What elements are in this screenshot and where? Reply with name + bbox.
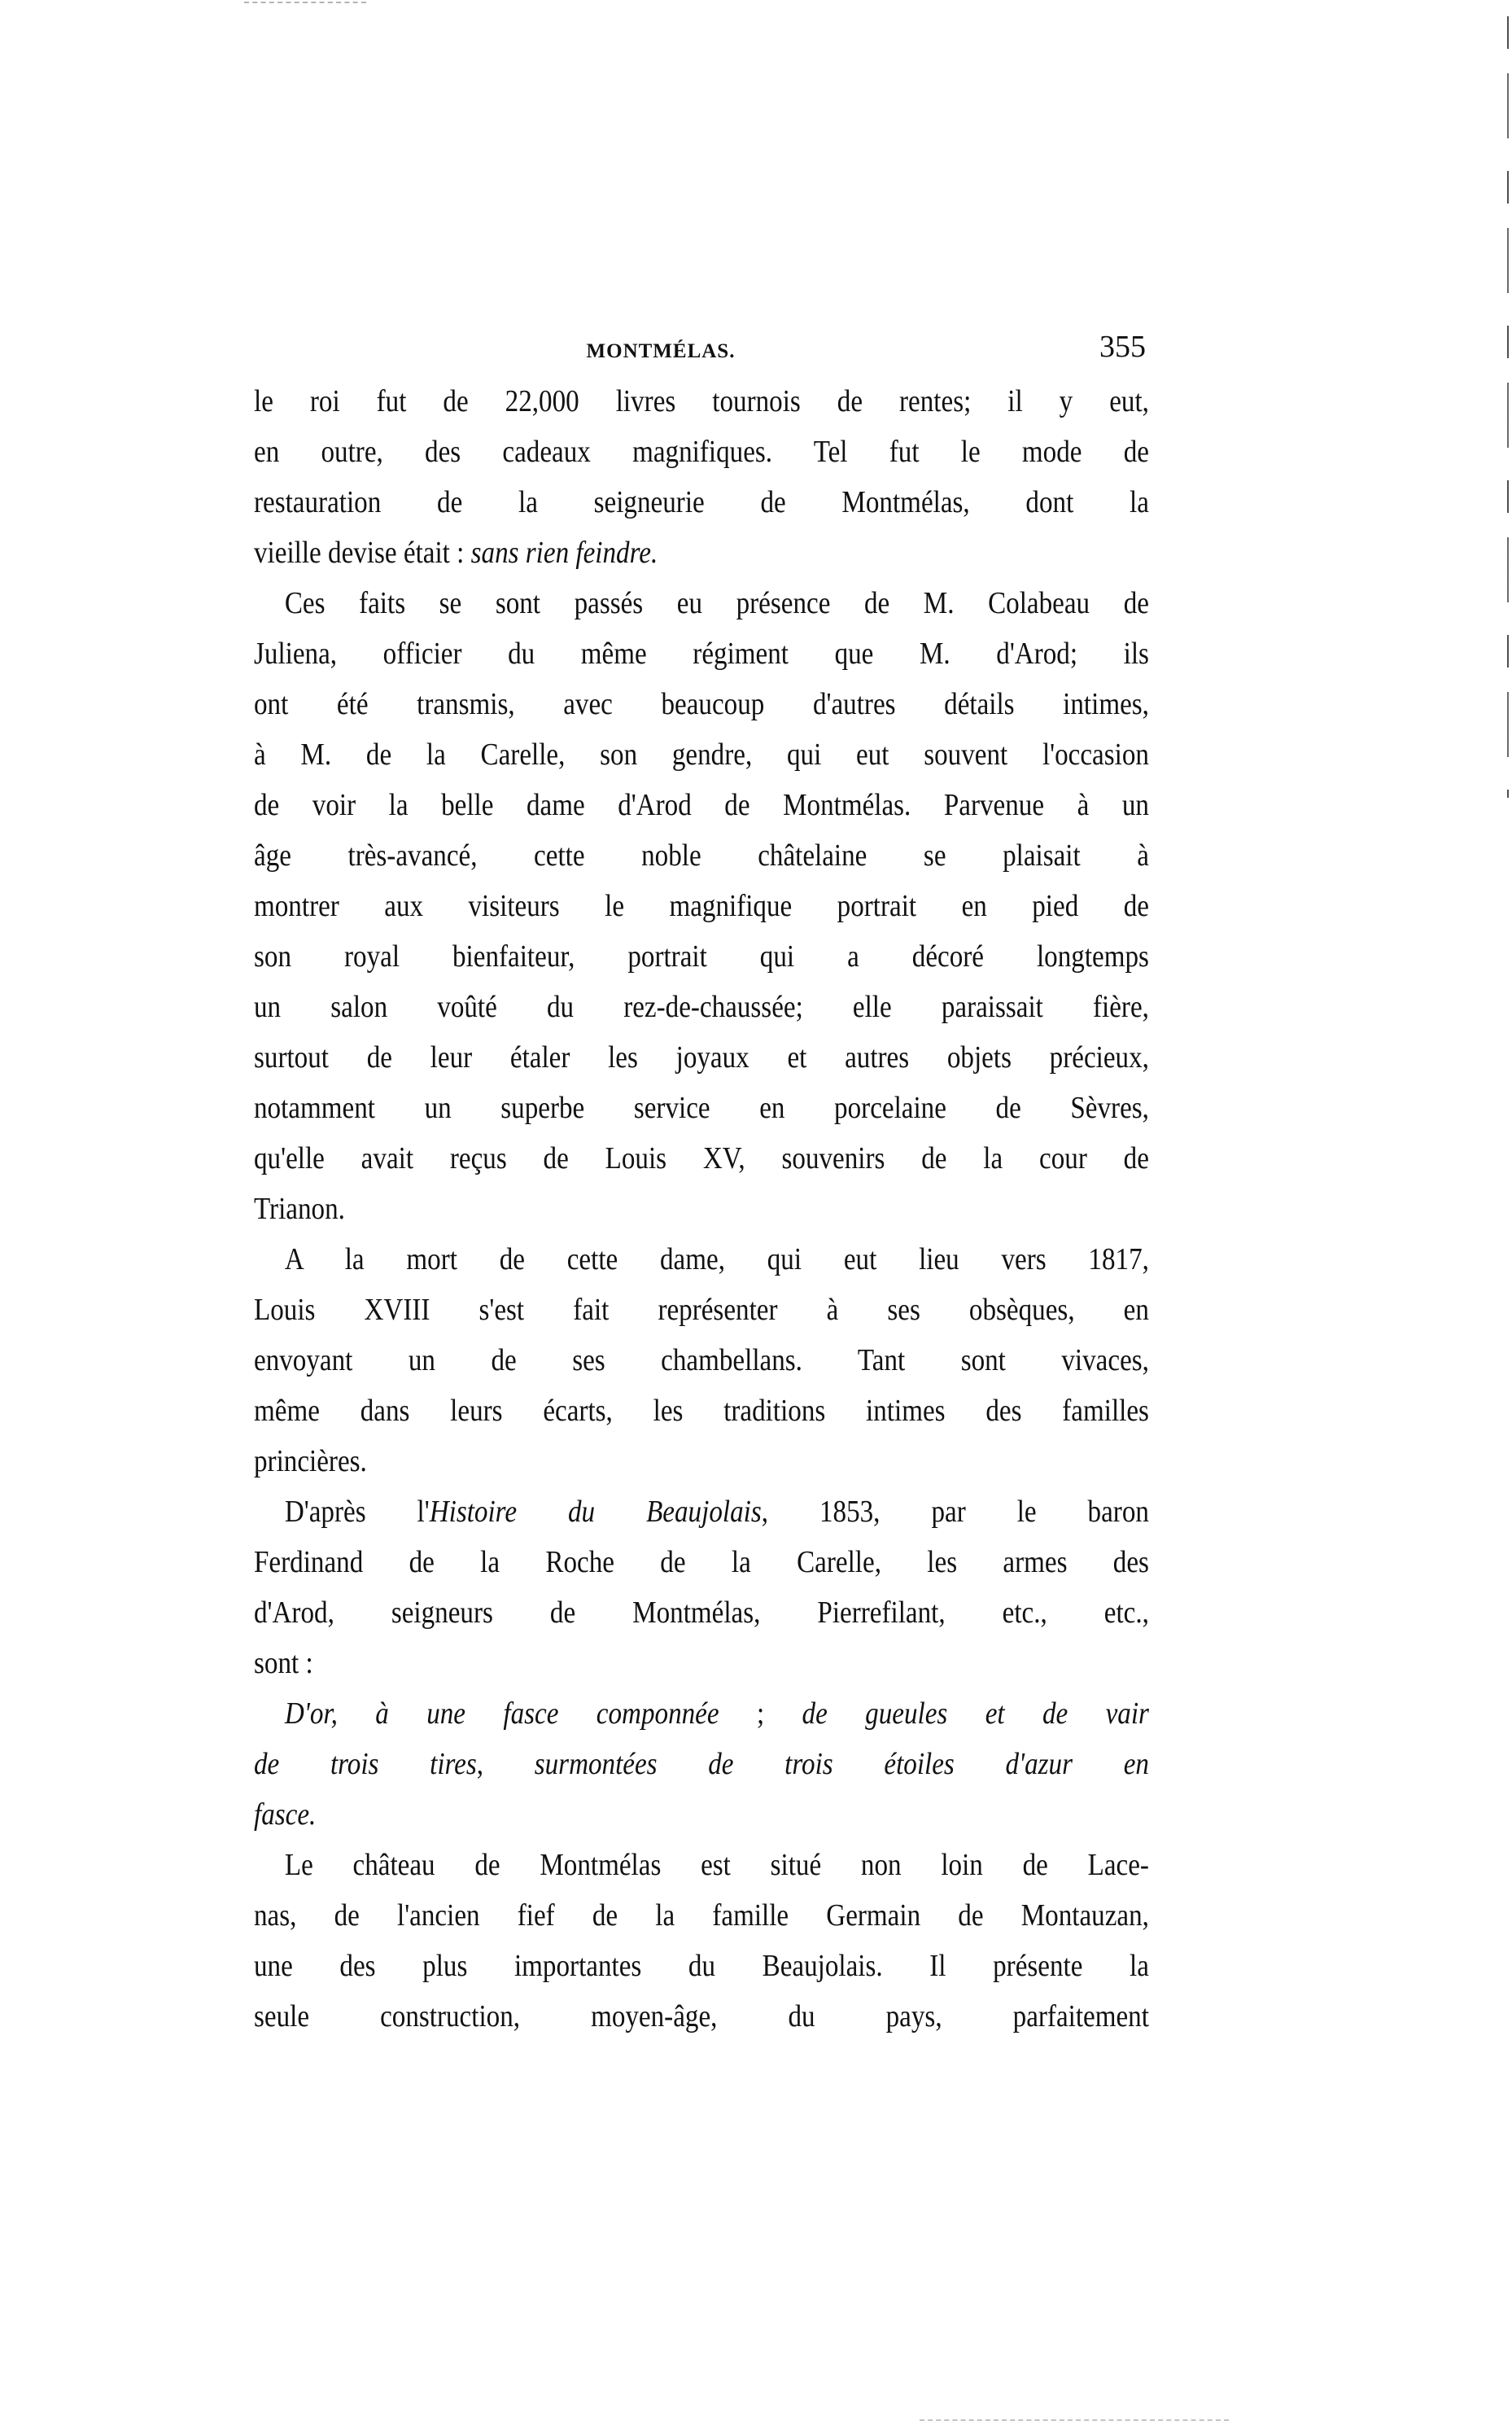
line-text: envoyant un de ses chambellans. Tant sont vivaces, (254, 1343, 1149, 1377)
text-line (254, 1739, 1149, 1789)
running-head (254, 326, 1149, 376)
line-text: restauration de la seigneurie de Montmélas, dont la (254, 485, 1149, 519)
line-text: ; (719, 1696, 802, 1731)
text-line (254, 1083, 1149, 1133)
line-text: ont été transmis, avec beaucoup d'autres détails intimes, (254, 687, 1149, 721)
text-line (254, 1941, 1149, 1991)
text-line (254, 679, 1149, 729)
running-title: MONTMÉLAS. (586, 340, 736, 362)
text-line (254, 1789, 1149, 1840)
line-text: d'Arod, seigneurs de Montmélas, Pierrefilant, etc., etc., (254, 1596, 1149, 1630)
text-line (254, 982, 1149, 1032)
scan-artifact-page-edge (1507, 16, 1509, 798)
text-line (254, 931, 1149, 982)
line-text: seule construction, moyen-âge, du pays, parfaitement (254, 1999, 1149, 2033)
text-line (254, 1638, 1149, 1688)
text-line (254, 780, 1149, 830)
italic-text: Histoire du Beaujolais (429, 1495, 762, 1529)
text-line (254, 1486, 1149, 1537)
line-text: montrer aux visiteurs le magnifique portrait en pied de (254, 889, 1149, 923)
scan-artifact-bottom (920, 2419, 1229, 2424)
italic-text: de trois tires (254, 1747, 477, 1781)
line-text: Ces faits se sont passés eu présence de M. Colabeau de (284, 586, 1149, 620)
line-text: à M. de la Carelle, son gendre, qui eut souvent l'occasion (254, 738, 1149, 772)
text-line (254, 528, 1149, 578)
line-text: même dans leurs écarts, les traditions intimes des familles (254, 1394, 1149, 1428)
text-line (254, 1032, 1149, 1083)
italic-text: de gueules et de vair (802, 1696, 1149, 1731)
line-text: sont : (254, 1646, 313, 1680)
line-text: qu'elle avait reçus de Louis XV, souvenirs de la cour de (254, 1141, 1149, 1175)
body-text (254, 376, 1149, 2042)
text-line (254, 1133, 1149, 1184)
line-text: D'après l' (284, 1495, 430, 1529)
italic-text: D'or, à une fasce componnée (284, 1696, 719, 1731)
text-line (254, 729, 1149, 780)
line-text: Juliena, officier du même régiment que M. d'Arod; ils (254, 637, 1149, 671)
italic-text: sans rien feindre. (470, 536, 658, 570)
book-page (254, 326, 1149, 2042)
text-line (254, 1436, 1149, 1486)
line-text: âge très-avancé, cette noble châtelaine se plaisait à (254, 838, 1149, 873)
text-line (254, 1285, 1149, 1335)
text-line (254, 1386, 1149, 1436)
line-text: une des plus importantes du Beaujolais. Il présente la (254, 1949, 1149, 1983)
line-text: princières. (254, 1444, 367, 1478)
page-number: 355 (1099, 330, 1146, 364)
text-line (254, 1991, 1149, 2042)
italic-text: surmontées de trois étoiles d'azur en (534, 1747, 1149, 1781)
line-text: le roi fut de 22,000 livres tournois de rentes; il y eut, (254, 384, 1149, 418)
text-line (254, 1587, 1149, 1638)
line-text: notamment un superbe service en porcelaine de Sèvres, (254, 1091, 1149, 1125)
text-line (254, 1335, 1149, 1386)
line-text: Trianon. (254, 1192, 345, 1226)
line-text: A la mort de cette dame, qui eut lieu vers 1817, (284, 1242, 1149, 1276)
text-line (254, 1840, 1149, 1890)
text-line (254, 477, 1149, 528)
text-line (254, 830, 1149, 881)
text-line (254, 1688, 1149, 1739)
line-text: en outre, des cadeaux magnifiques. Tel fut le mode de (254, 435, 1149, 469)
scan-artifact-top (244, 2, 366, 13)
line-text: nas, de l'ancien fief de la famille Germain de Montauzan, (254, 1898, 1149, 1933)
italic-text: fasce. (254, 1797, 317, 1832)
text-line (254, 578, 1149, 628)
text-line (254, 1537, 1149, 1587)
line-text: Ferdinand de la Roche de la Carelle, les armes des (254, 1545, 1149, 1579)
text-line (254, 1234, 1149, 1285)
text-line (254, 1890, 1149, 1941)
line-text: son royal bienfaiteur, portrait qui a décoré longtemps (254, 939, 1149, 974)
text-line (254, 628, 1149, 679)
line-text: Louis XVIII s'est fait représenter à ses obsèques, en (254, 1293, 1149, 1327)
line-text: de voir la belle dame d'Arod de Montmélas. Parvenue à un (254, 788, 1149, 822)
line-text: vieille devise était : (254, 536, 471, 570)
line-text: un salon voûté du rez-de-chaussée; elle paraissait fière, (254, 990, 1149, 1024)
text-line (254, 427, 1149, 477)
text-line (254, 881, 1149, 931)
line-text: , (476, 1747, 535, 1781)
line-text: , 1853, par le baron (761, 1495, 1149, 1529)
text-line (254, 1184, 1149, 1234)
line-text: Le château de Montmélas est situé non loin de Lace- (284, 1848, 1149, 1882)
line-text: surtout de leur étaler les joyaux et autres objets précieux, (254, 1040, 1149, 1075)
text-line (254, 376, 1149, 427)
